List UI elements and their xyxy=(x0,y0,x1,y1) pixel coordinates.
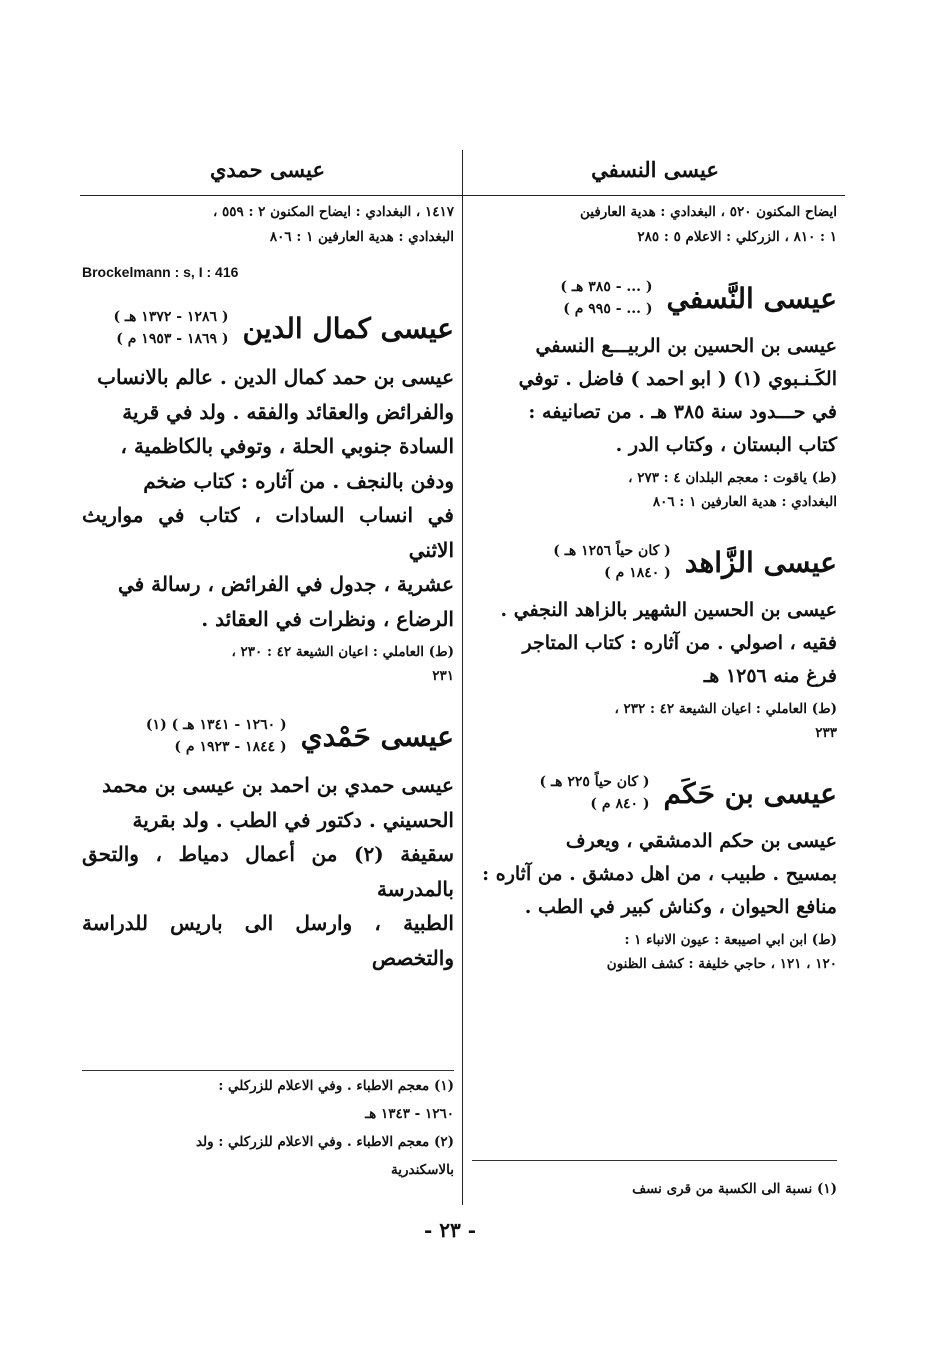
hijri-date: ( ... - ٣٨٥ هـ ) xyxy=(560,279,653,295)
reference-line: (ط) ياقوت : معجم البلدان ٤ : ٢٧٣ ، xyxy=(628,470,837,486)
body-line: في انساب السادات ، كتاب في مواريث الاثني xyxy=(82,503,454,562)
hijri-date: ( ١٢٨٦ - ١٣٧٢ هـ ) xyxy=(113,309,229,325)
entry-references xyxy=(82,640,454,688)
footnote-line: (١) معجم الاطباء . وفي الاعلام للزركلي : xyxy=(218,1078,454,1094)
entry-name: عيسى النَّسفي xyxy=(666,281,837,315)
body-line: كتاب البستان ، وكتاب الدر . xyxy=(615,434,837,456)
entry-heading xyxy=(82,306,454,350)
entry-references xyxy=(472,697,837,745)
gregorian-date: ( ... - ٩٩٥ م ) xyxy=(563,301,653,317)
entry-body xyxy=(472,330,837,462)
hijri-date: ( كان حياً ١٢٥٦ هـ ) xyxy=(553,543,671,559)
footnote: (١) نسبة الى الكسبة من قرى نسف xyxy=(632,1181,837,1197)
entry-dates xyxy=(146,714,287,758)
entry-body xyxy=(472,594,837,693)
entry-heading xyxy=(472,276,837,320)
entry-dates xyxy=(539,771,649,815)
footnote xyxy=(82,1131,454,1181)
body-line: عشرية ، جدول في الفرائض ، رسالة في xyxy=(117,572,454,596)
continuation-line: ١ : ٨١٠ ، الزركلي : الاعلام ٥ : ٢٨٥ xyxy=(637,229,837,245)
reference-line: (ط) العاملي : اعيان الشيعة ٤٢ : ٢٣٠ ، xyxy=(231,644,454,660)
reference-line: (ط) العاملي : اعيان الشيعة ٤٢ : ٢٣٢ ، xyxy=(614,701,837,717)
right-footnotes xyxy=(472,1178,837,1206)
entry-dates xyxy=(560,276,652,320)
left-column-header: عيسى حمدي xyxy=(210,157,325,182)
footnote-rule xyxy=(82,1070,454,1071)
entry-body xyxy=(82,768,454,975)
gregorian-date: ( ٨٤٠ م ) xyxy=(590,796,650,812)
left-column xyxy=(82,200,454,975)
entry-references xyxy=(472,928,837,976)
reference-line: البغدادي : هدية العارفين ١ : ٨٠٦ xyxy=(652,494,837,510)
body-line: السادة جنوبي الحلة ، وتوفي بالكاظمية ، xyxy=(120,434,454,458)
continuation-line: ١٤١٧ ، البغدادي : ايضاح المكنون ٢ : ٥٥٩ ، xyxy=(212,204,454,220)
footnote xyxy=(82,1075,454,1125)
body-line: عيسى بن الحسين الشهير بالزاهد النجفي . xyxy=(500,599,837,621)
body-line: والفرائض والعقائد والفقه . ولد في قرية xyxy=(122,399,454,424)
footnote-rule xyxy=(472,1160,837,1161)
body-line: في حـــدود سنة ٣٨٥ هـ . من تصانيفه : xyxy=(528,401,837,423)
footnote-line: (٢) معجم الاطباء . وفي الاعلام للزركلي : ولد xyxy=(195,1134,454,1150)
gregorian-date: ( ١٨٤٠ م ) xyxy=(604,565,671,581)
body-line: فرغ منه ١٢٥٦ هـ xyxy=(703,665,837,687)
reference-line: ٢٣٣ xyxy=(815,725,837,741)
gregorian-date: ( ١٨٦٩ - ١٩٥٣ م ) xyxy=(116,331,229,347)
entry-dates xyxy=(113,306,228,350)
entry-name: عيسى بن حَكَم xyxy=(663,776,837,810)
body-line: منافع الحيوان ، وكناش كبير في الطب . xyxy=(524,896,837,918)
body-line: عيسى بن حمد كمال الدين . عالم بالانساب xyxy=(97,365,454,389)
reference-line: ٢٣١ xyxy=(432,668,454,684)
body-line: الرضاع ، ونظرات في العقائد . xyxy=(201,606,454,631)
body-line: ودفن بالنجف . من آثاره : كتاب ضخم xyxy=(143,468,454,493)
body-line: عيسى حمدي بن احمد بن عيسى بن محمد xyxy=(102,773,454,797)
hijri-date: ( ١٢٦٠ - ١٣٤١ هـ ) (١) xyxy=(145,717,287,733)
latin-reference: Brockelmann : s, I : 416 xyxy=(82,264,239,280)
hijri-date: ( كان حياً ٢٢٥ هـ ) xyxy=(539,774,650,790)
column-divider xyxy=(462,150,463,1205)
footnote-line: ١٢٦٠ - ١٣٤٣ هـ xyxy=(365,1106,454,1122)
continuation-line: البغدادي : هدية العارفين ١ : ٨٠٦ xyxy=(269,229,454,245)
entry-name: عيسى حَمْدي xyxy=(300,719,454,753)
entry-body xyxy=(472,825,837,924)
body-line: بمسيح . طبيب ، من اهل دمشق . من آثاره : xyxy=(482,863,837,885)
body-line: عيسى بن حكم الدمشقي ، ويعرف xyxy=(565,830,837,852)
continuation-line: ايضاح المكنون ٥٢٠ ، البغدادي : هدية العارفين xyxy=(579,204,837,220)
left-footnotes xyxy=(82,1075,454,1187)
entry-heading xyxy=(472,540,837,584)
gregorian-date: ( ١٨٤٤ - ١٩٢٣ م ) xyxy=(174,739,287,755)
body-line: الكَـنـبوي (١) ( ابو احمد ) فاضل . توفي xyxy=(518,368,837,390)
reference-line: (ط) ابن ابي اصيبعة : عيون الانباء ١ : xyxy=(624,932,837,948)
footnote-line: بالاسكندرية xyxy=(390,1162,454,1178)
body-line: عيسى بن الحسين بن الربيـــع النسفي xyxy=(535,335,837,357)
reference-line: ١٢٠ ، ١٢١ ، حاجي خليفة : كشف الظنون xyxy=(606,956,837,972)
right-column xyxy=(472,200,837,976)
entry-name: عيسى الزَّاهد xyxy=(684,545,837,579)
entry-references xyxy=(472,466,837,514)
page-number: - ٢٣ - xyxy=(423,1218,476,1242)
body-line: فقيه ، اصولي . من آثاره : كتاب المتاجر xyxy=(522,632,837,654)
entry-body xyxy=(82,360,454,636)
entry-name: عيسى كمال الدين xyxy=(242,311,454,345)
body-line: سقيفة (٢) من أعمال دمياط ، والتحق بالمدرسة xyxy=(82,842,454,901)
body-line: الطبية ، وارسل الى باريس للدراسة والتخصص xyxy=(82,911,454,970)
entry-heading xyxy=(472,771,837,815)
entry-heading xyxy=(82,714,454,758)
entry-dates xyxy=(553,540,671,584)
right-column-header: عيسى النسفي xyxy=(591,157,719,182)
body-line: الحسيني . دكتور في الطب . ولد بقرية xyxy=(132,807,454,832)
